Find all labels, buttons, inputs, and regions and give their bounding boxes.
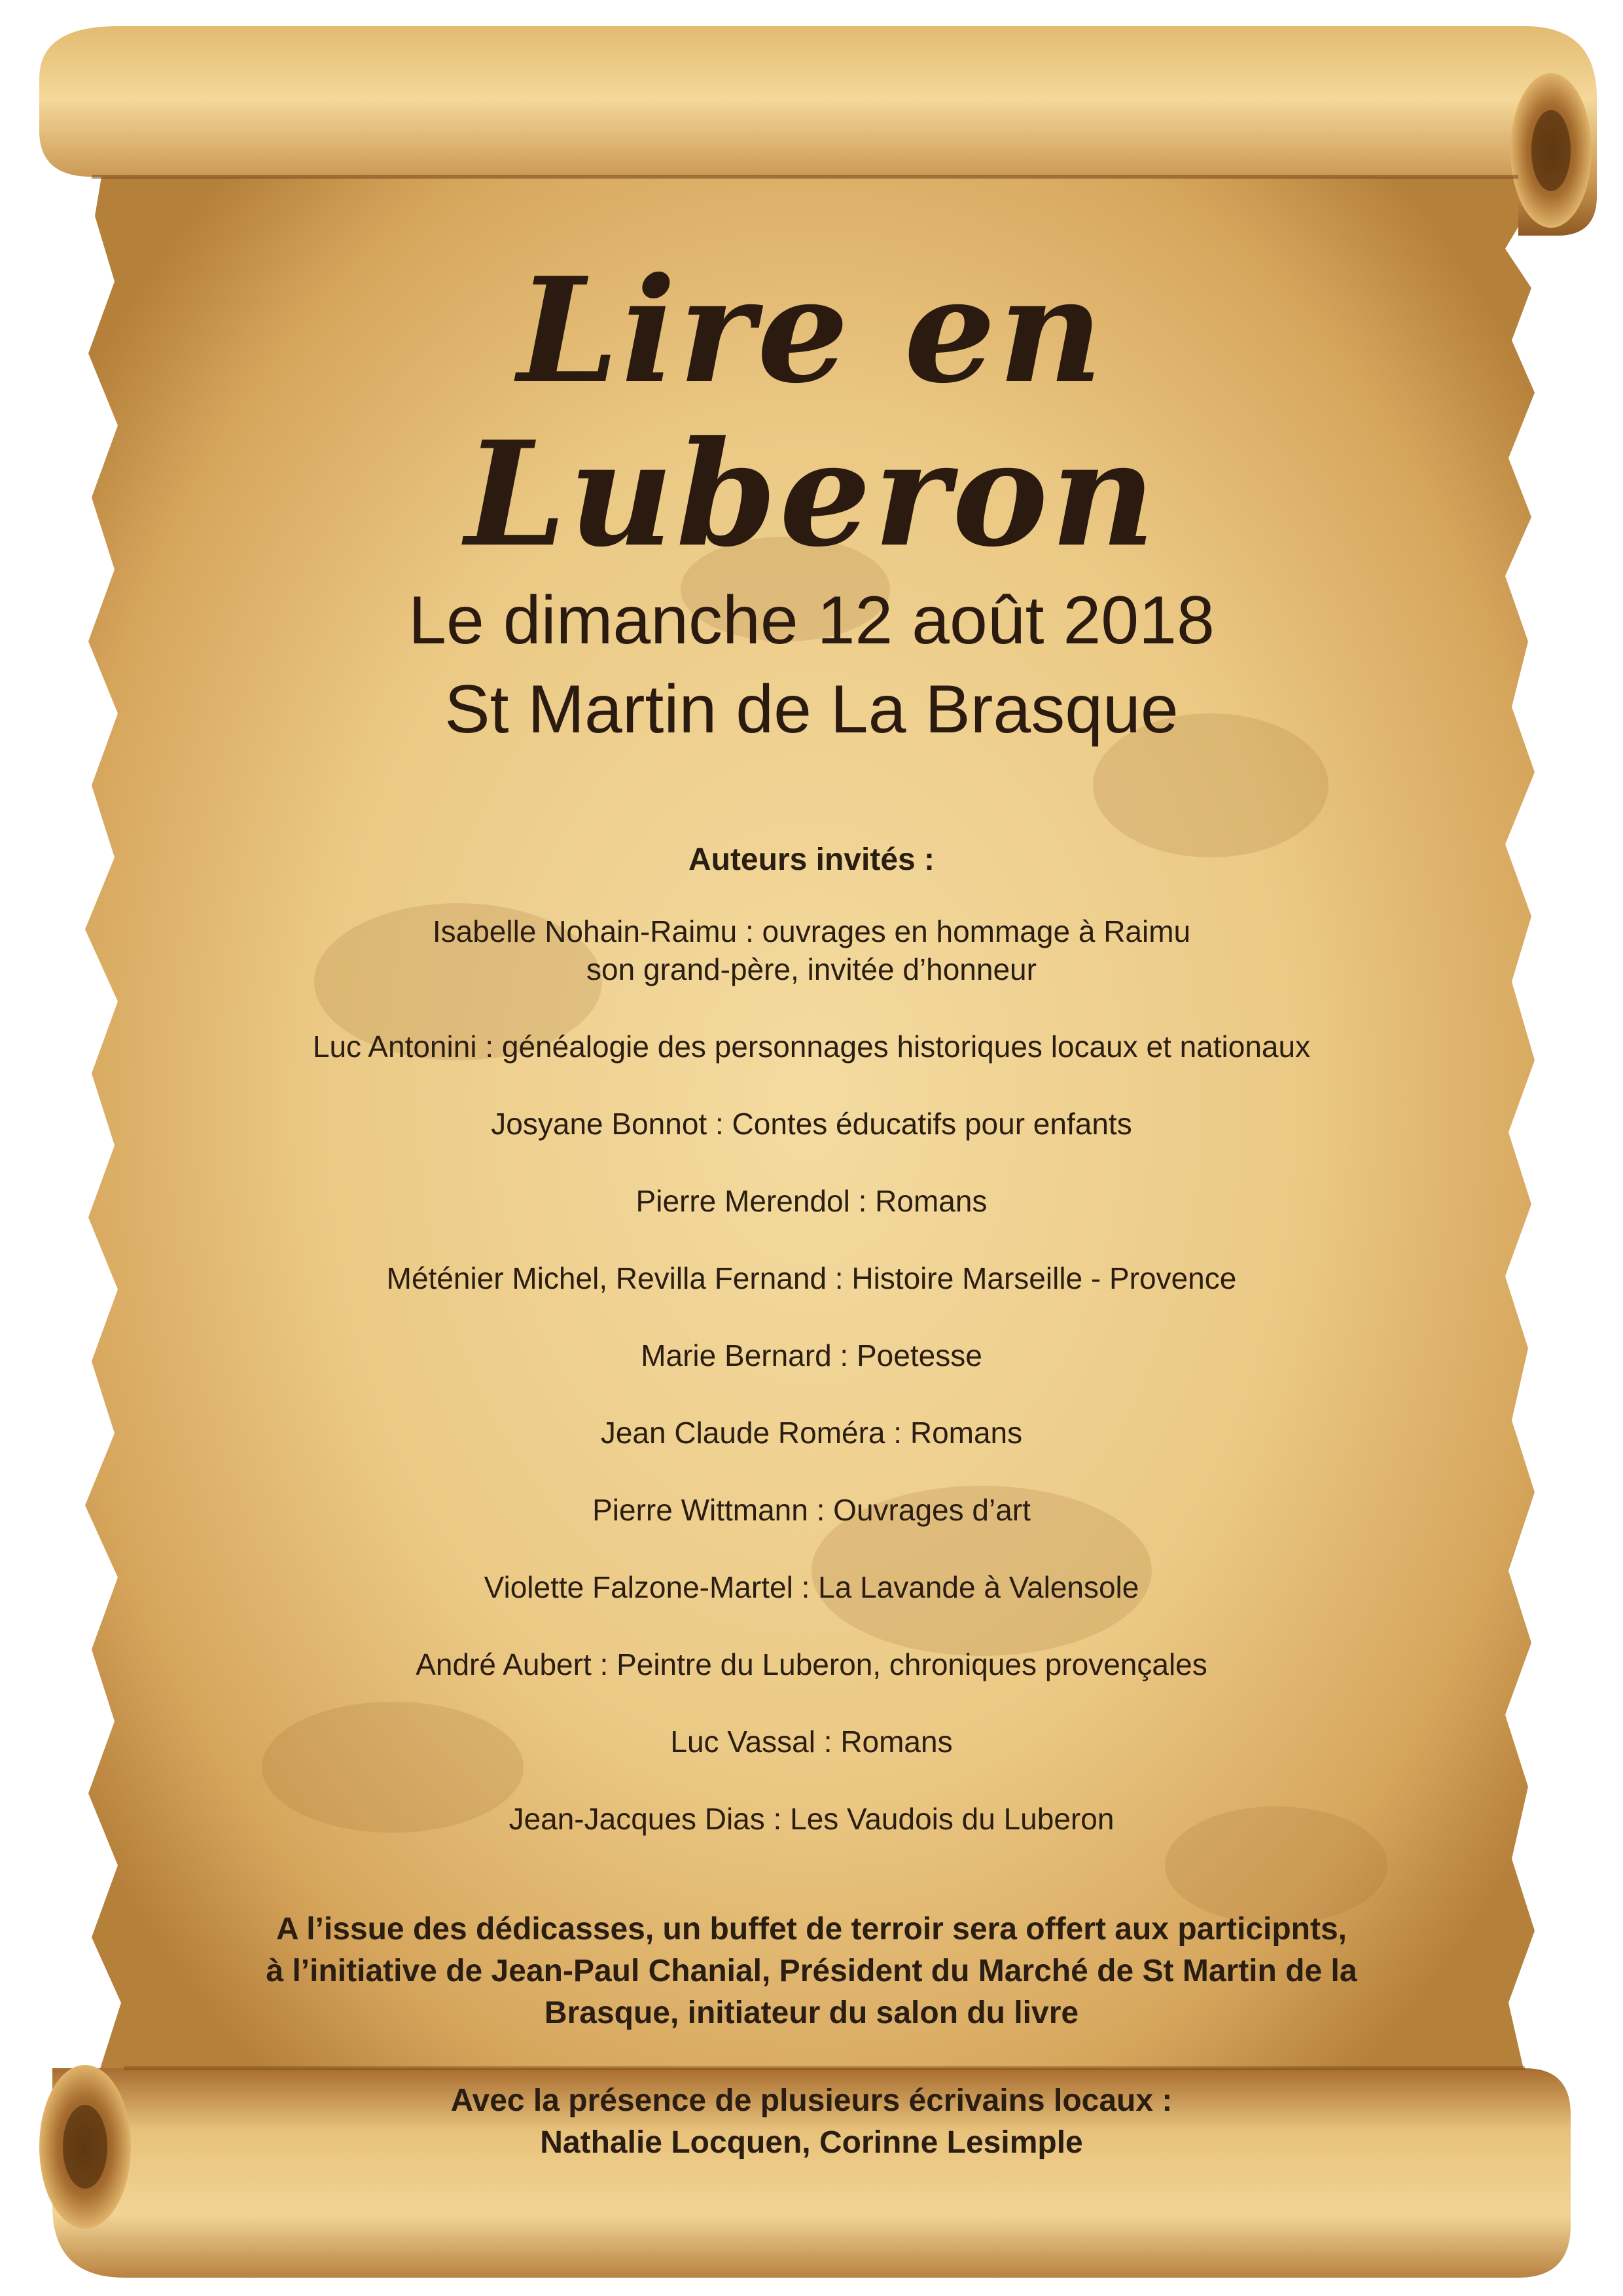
author-line: Pierre Merendol : Romans [635, 1184, 988, 1218]
author-entry [164, 1028, 1459, 1066]
buffet-notice [164, 1909, 1459, 2164]
author-entry [164, 1259, 1459, 1297]
event-title: Lire en Luberon [465, 245, 1158, 579]
author-entry [164, 1491, 1459, 1529]
author-entry [164, 1568, 1459, 1606]
poster-content [164, 245, 1459, 2164]
author-line: Pierre Wittmann : Ouvrages d’art [592, 1493, 1031, 1527]
author-entry [164, 1105, 1459, 1143]
author-line: Josyane Bonnot : Contes éducatifs pour enfants [491, 1107, 1132, 1141]
buffet-line: à l’initiative de Jean-Paul Chanial, Président du Marché de St Martin de la [266, 1954, 1357, 1988]
author-list [164, 912, 1459, 1838]
author-entry [164, 1336, 1459, 1374]
author-line: Luc Vassal : Romans [670, 1725, 953, 1759]
author-line: André Aubert : Peintre du Luberon, chroniques provençales [416, 1647, 1207, 1681]
buffet-line: A l’issue des dédicasses, un buffet de terroir sera offert aux participnts, [276, 1912, 1347, 1946]
presence-line: Nathalie Locquen, Corinne Lesimple [540, 2125, 1083, 2160]
author-entry [164, 1645, 1459, 1683]
event-location: St Martin de La Brasque [444, 672, 1179, 747]
author-entry [164, 1414, 1459, 1452]
author-line: Jean Claude Roméra : Romans [600, 1416, 1023, 1450]
author-line: Méténier Michel, Revilla Fernand : Histoire Marseille - Provence [386, 1261, 1237, 1295]
author-line: Jean-Jacques Dias : Les Vaudois du Luberon [508, 1802, 1115, 1836]
author-line: Luc Antonini : généalogie des personnages historiques locaux et nationaux [312, 1030, 1311, 1064]
authors-heading: Auteurs invités : [688, 842, 935, 877]
author-entry [164, 1723, 1459, 1761]
author-line: son grand-père, invitée d’honneur [586, 952, 1037, 986]
author-line: Violette Falzone-Martel : La Lavande à Valensole [484, 1570, 1139, 1604]
author-line: Marie Bernard : Poetesse [641, 1338, 982, 1372]
event-date: Le dimanche 12 août 2018 [408, 583, 1215, 658]
presence-line: Avec la présence de plusieurs écrivains locaux : [450, 2083, 1173, 2118]
buffet-line: Brasque, initiateur du salon du livre [544, 1996, 1079, 2030]
author-entry [164, 1800, 1459, 1838]
author-entry [164, 912, 1459, 988]
author-entry [164, 1182, 1459, 1220]
author-line: Isabelle Nohain-Raimu : ouvrages en hommage à Raimu [432, 914, 1191, 948]
